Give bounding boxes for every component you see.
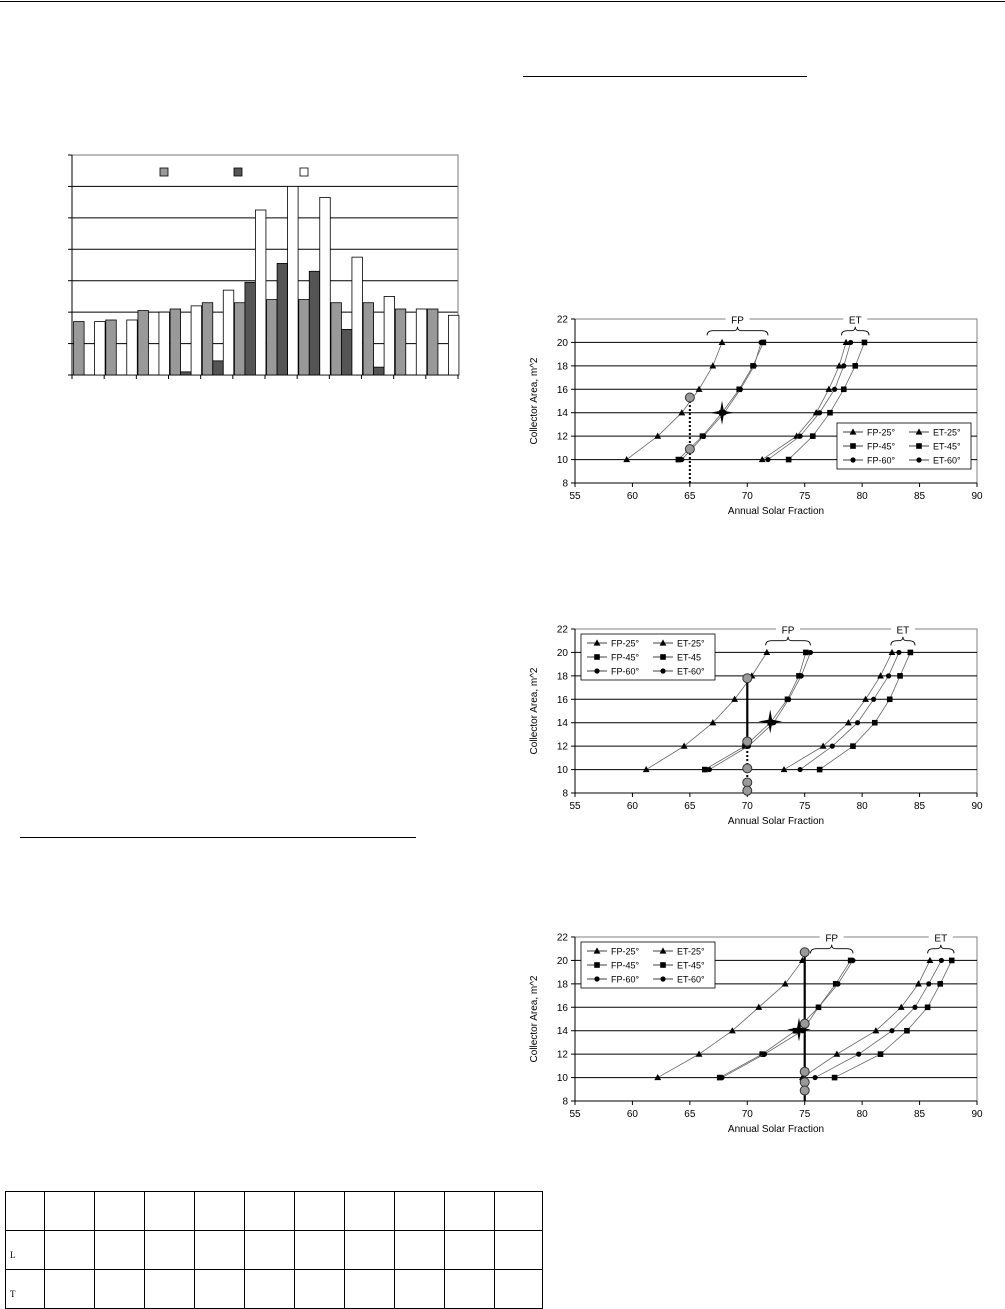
x-tick-label: 70 [741,801,753,812]
y-axis-label: Collector Area, m^2 [529,975,540,1063]
legend-marker [594,976,599,981]
bar-series-1-10 [363,303,374,375]
point-FP-60° [762,1052,767,1057]
bar-series-1-4 [170,309,181,375]
highlight-point [743,764,752,773]
legend-label: ET-45° [677,960,705,971]
highlight-point [743,737,752,746]
point-ET-60° [817,410,822,415]
point-ET-45° [786,457,792,463]
series-line-ET-60° [800,652,899,769]
bracket-label-FP: FP [825,933,839,945]
point-ET-45° [949,958,955,964]
legend-label: FP-45° [867,441,896,452]
legend-label: ET-25° [933,427,961,438]
y-tick-label: 18 [556,979,568,991]
point-FP-45° [803,650,809,656]
point-FP-60° [850,958,855,963]
table-cell [45,1231,95,1270]
table-cell [345,1231,395,1270]
x-tick-label: 55 [569,491,581,502]
x-tick-label: 55 [569,801,581,812]
series-line-FP-60° [682,342,761,459]
highlight-point [743,786,752,795]
bar-legend-swatch-2 [234,168,242,176]
legend-marker [850,443,856,449]
bar-series-1-8 [299,300,310,375]
bar-series-3-7 [288,186,299,375]
x-tick-label: 75 [799,801,811,812]
bar-series-1-7 [267,300,278,375]
point-ET-45° [925,1004,931,1010]
y-tick-label: 14 [556,408,568,420]
x-tick-label: 70 [741,491,753,502]
y-tick-label: 22 [556,932,568,944]
point-FP-60° [758,340,763,345]
x-tick-label: 55 [569,1109,581,1120]
bracket-label-FP: FP [781,625,795,637]
x-tick-label: 90 [971,491,983,502]
legend-label: FP-45° [611,960,640,971]
x-tick-label: 85 [914,491,926,502]
point-FP-60° [707,767,712,772]
x-tick-label: 60 [626,491,638,502]
point-ET-60° [871,697,876,702]
point-ET-45 [817,767,823,773]
point-FP-25° [696,386,703,392]
table-cell [195,1270,245,1309]
table-cell [445,1192,495,1231]
table-row [6,1192,543,1231]
y-tick-label: 8 [562,478,568,490]
y-tick-label: 10 [556,455,568,467]
table-row [6,1270,543,1309]
x-tick-label: 85 [914,801,926,812]
legend-label: FP-45° [611,652,640,663]
collector-area-chart-c [524,928,994,1146]
legend-label: ET-25° [677,946,705,957]
x-tick-label: 90 [971,801,983,812]
table-cell [295,1231,345,1270]
bar-series-2-10 [374,367,385,375]
y-tick-label: 22 [556,624,568,636]
point-FP-60° [719,1075,724,1080]
legend-label: ET-60° [677,974,705,985]
page-header-rule [0,1,1005,2]
table-cell [295,1270,345,1309]
table-cell [195,1231,245,1270]
point-ET-45 [850,743,856,749]
point-ET-60° [886,673,891,678]
y-tick-label: 20 [556,955,568,967]
table-row [6,1231,543,1270]
point-ET-45° [810,433,816,439]
bar-series-1-11 [395,309,406,375]
bracket-label-ET: ET [848,315,862,327]
point-ET-60° [926,981,931,986]
legend-label: FP-60° [611,666,640,677]
legend-marker [916,457,921,462]
table-cell [395,1231,445,1270]
bracket-FP [766,637,811,646]
bar-series-3-6 [255,210,266,375]
x-axis-label: Annual Solar Fraction [727,506,825,517]
series-line-FP-60° [709,652,810,769]
x-tick-label: 60 [626,1109,638,1120]
table-cell [145,1231,195,1270]
series-line-ET-60° [815,960,941,1077]
section-rule-left [20,837,416,838]
legend-marker [594,654,600,660]
series-line-ET-45° [835,960,952,1077]
point-ET-25° [781,766,788,772]
point-ET-60° [855,720,860,725]
table-cell [245,1231,295,1270]
point-ET-60° [765,457,770,462]
table-cell [95,1231,145,1270]
point-ET-60° [848,340,853,345]
y-tick-label: 14 [556,718,568,730]
point-FP-25° [681,743,688,749]
bar-series-1-2 [106,320,117,375]
table-cell [245,1192,295,1231]
y-tick-label: 12 [556,431,568,443]
bar-series-3-3 [159,312,170,375]
bracket-label-ET: ET [896,625,910,637]
bar-series-2-8 [309,271,320,375]
legend-marker [660,976,665,981]
bar-series-1-3 [138,311,149,375]
bracket-FP [810,945,852,954]
bar-series-1-12 [427,309,438,375]
point-ET-45° [862,340,868,346]
point-ET-60° [896,650,901,655]
x-tick-label: 80 [856,1109,868,1120]
legend-marker [916,443,922,449]
x-tick-label: 80 [856,801,868,812]
bar-series-3-4 [191,306,202,375]
monthly-bar-chart [60,148,470,388]
point-ET-45 [897,673,903,679]
point-ET-60° [912,1005,917,1010]
point-ET-45° [878,1051,884,1057]
point-ET-45 [887,696,893,702]
bracket-ET [841,327,869,336]
bar-series-3-9 [352,257,363,375]
legend-label: ET-45° [933,441,961,452]
series-line-ET-25° [762,342,846,459]
point-FP-60° [786,697,791,702]
table-cell [45,1270,95,1309]
legend-label: ET-60° [677,666,705,677]
table-cell [445,1270,495,1309]
y-tick-label: 16 [556,384,568,396]
y-tick-label: 20 [556,337,568,349]
table-cell [95,1192,145,1231]
legend-marker [850,457,855,462]
bracket-ET [891,637,915,646]
bar-series-1-9 [331,303,342,375]
highlight-point [685,445,694,454]
point-FP-60° [679,457,684,462]
y-tick-label: 22 [556,314,568,326]
data-table [5,1191,543,1309]
bar-series-3-2 [127,320,137,375]
point-FP-60° [799,673,804,678]
table-cell [495,1231,543,1270]
legend-label: FP-25° [611,638,640,649]
table-cell: T [6,1270,45,1309]
bar-legend-swatch-1 [160,168,168,176]
bracket-label-ET: ET [934,933,948,945]
point-ET-45° [841,386,847,392]
legend [581,634,715,680]
legend [581,942,715,988]
point-FP-60° [835,981,840,986]
x-tick-label: 85 [914,1109,926,1120]
highlight-point [800,1019,809,1028]
legend [837,423,971,469]
bracket-label-FP: FP [731,315,744,327]
table-cell [195,1192,245,1231]
highlight-point [800,1078,809,1087]
point-ET-60° [856,1052,861,1057]
point-ET-60° [939,958,944,963]
table-cell [395,1192,445,1231]
highlight-point [685,393,694,402]
highlight-point [800,1067,809,1076]
point-ET-45° [832,1075,838,1081]
bar-series-2-9 [341,329,352,375]
y-tick-label: 8 [562,1096,568,1108]
y-axis-label: Collector Area, m^2 [529,667,540,755]
x-tick-label: 65 [684,491,696,502]
legend-label: FP-60° [867,455,896,466]
x-tick-label: 70 [741,1109,753,1120]
y-tick-label: 18 [556,671,568,683]
series-line-ET-25° [802,960,929,1077]
legend-label: ET-60° [933,455,961,466]
highlight-point [743,778,752,787]
x-tick-label: 65 [684,1109,696,1120]
point-ET-60° [889,1028,894,1033]
legend-marker [594,962,600,968]
y-tick-label: 12 [556,1049,568,1061]
x-tick-label: 60 [626,801,638,812]
bar-series-3-10 [384,296,395,375]
bar-series-1-5 [202,303,213,375]
point-ET-60° [832,387,837,392]
legend-label: FP-25° [611,946,640,957]
bar-series-3-11 [416,309,427,375]
point-FP-25° [696,1051,703,1057]
bar-series-1-6 [234,303,245,375]
point-FP-25° [643,766,650,772]
y-axis-label: Collector Area, m^2 [529,357,540,445]
point-FP-60° [701,434,706,439]
y-tick-label: 18 [556,361,568,373]
highlight-point [800,948,809,957]
point-ET-45° [827,410,833,416]
table-cell [495,1270,543,1309]
collector-area-chart-a [524,310,994,528]
point-ET-45 [872,720,878,726]
bar-series-3-5 [223,290,234,375]
series-line-FP-45° [720,960,851,1077]
point-ET-60° [830,744,835,749]
x-tick-label: 75 [799,1109,811,1120]
table-cell [95,1270,145,1309]
point-ET-45 [908,650,914,656]
legend-marker [660,962,666,968]
table-cell [45,1192,95,1231]
table-cell [145,1270,195,1309]
legend-label: ET-45 [677,652,702,663]
bar-series-2-6 [245,282,256,375]
series-line-FP-60° [722,960,853,1077]
y-tick-label: 14 [556,1026,568,1038]
table-cell [295,1192,345,1231]
legend-marker [660,668,665,673]
bar-legend-swatch-3 [300,168,308,176]
point-ET-25° [825,386,832,392]
point-ET-45° [904,1028,910,1034]
point-FP-25° [654,1074,661,1080]
x-axis-label: Annual Solar Fraction [727,1124,825,1135]
highlight-point [743,674,752,683]
bar-chart-legend [160,168,308,176]
x-axis-label: Annual Solar Fraction [727,816,825,827]
section-rule-right [523,76,807,77]
point-FP-60° [808,650,813,655]
table-cell [345,1192,395,1231]
series-line-FP-25° [627,342,722,459]
legend-label: FP-60° [611,974,640,985]
point-ET-25° [833,1051,840,1057]
table-cell [445,1231,495,1270]
legend-label: FP-25° [867,427,896,438]
y-tick-label: 12 [556,741,568,753]
table-cell [6,1192,45,1231]
table-cell [245,1270,295,1309]
x-tick-label: 65 [684,801,696,812]
legend-marker [660,654,666,660]
design-point-star [758,710,782,734]
point-ET-60° [798,434,803,439]
bracket-ET [928,945,954,954]
x-tick-label: 90 [971,1109,983,1120]
bracket-FP [707,327,768,336]
point-ET-60° [841,363,846,368]
collector-area-chart-b [524,620,994,838]
table-cell [395,1270,445,1309]
bar-series-3-8 [320,197,331,375]
bar-series-2-7 [277,263,288,375]
y-tick-label: 16 [556,1002,568,1014]
point-FP-60° [816,1005,821,1010]
table-cell [145,1192,195,1231]
bar-series-2-4 [181,372,192,375]
point-FP-60° [738,387,743,392]
highlight-point [800,1086,809,1095]
series-line-ET-25° [784,652,892,769]
point-ET-60° [812,1075,817,1080]
bar-series-3-12 [448,315,459,375]
legend-label: ET-25° [677,638,705,649]
y-tick-label: 10 [556,765,568,777]
bar-series-1-1 [74,322,85,375]
y-tick-label: 8 [562,788,568,800]
point-ET-60° [798,767,803,772]
series-line-ET-45 [820,652,911,769]
y-tick-label: 20 [556,647,568,659]
point-ET-45° [937,981,943,987]
table-cell [345,1270,395,1309]
y-tick-label: 10 [556,1073,568,1085]
table-cell: L [6,1231,45,1270]
bar-series-3-1 [95,322,106,375]
y-tick-label: 16 [556,694,568,706]
table-cell [495,1192,543,1231]
bar-series-2-5 [213,361,224,375]
legend-marker [594,668,599,673]
point-FP-60° [752,363,757,368]
point-FP-45° [702,767,708,773]
x-tick-label: 75 [799,491,811,502]
point-ET-45° [852,363,858,369]
x-tick-label: 80 [856,491,868,502]
